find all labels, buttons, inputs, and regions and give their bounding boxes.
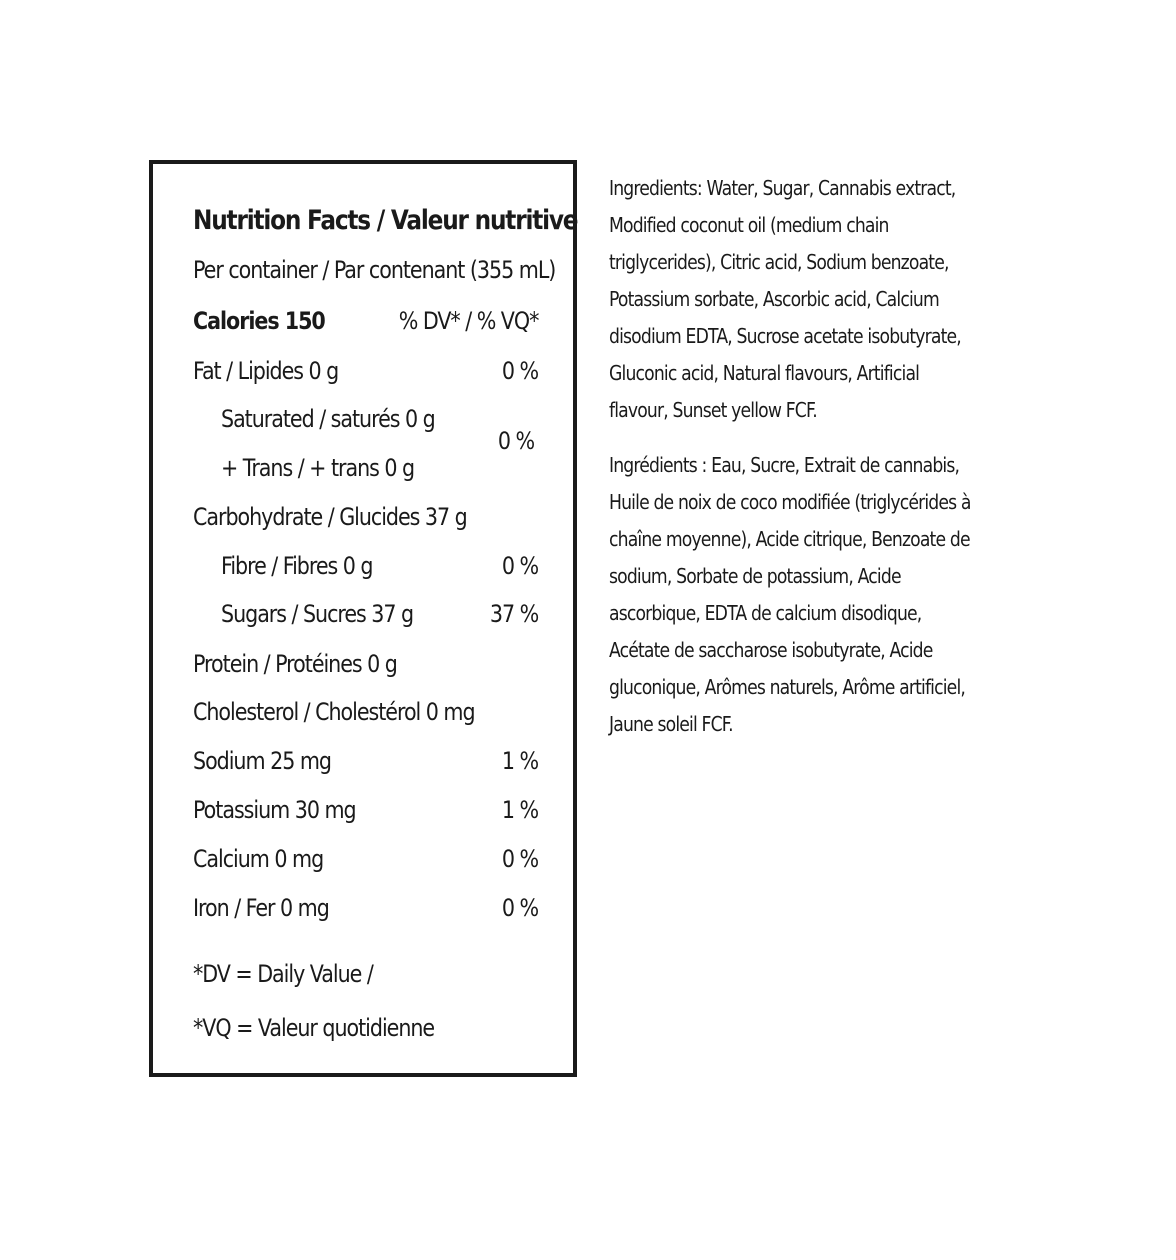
nutrient-label: Fat / Lipides 0 g — [193, 357, 339, 385]
ingredients-french: Ingrédients : Eau, Sucre, Extrait de cannabis, Huile de noix de coco modifiée (triglycérides à chaîne moyenne), Acide citrique, Benzoate de sodium, Sorbate de potassium, Acide ascorbique, EDTA de calcium disodique, Acétate de saccharose isobutyrate, Acide gluconique, Arômes naturels, Arôme artificiel, Jaune soleil FCF. — [609, 453, 971, 736]
calories-label: Calories 150 — [193, 307, 325, 335]
nutrient-row-calcium — [193, 842, 538, 876]
nutrient-row-fibre — [193, 549, 538, 583]
dv-header: % DV* / % VQ* — [398, 307, 538, 335]
nutrient-label: Potassium 30 mg — [193, 796, 356, 824]
nutrient-dv: 0 % — [501, 845, 538, 873]
nutrient-row-sugars — [193, 597, 538, 631]
nutrient-row-trans — [193, 451, 538, 485]
nutrient-row-potassium — [193, 793, 538, 827]
nutrient-label: Sodium 25 mg — [193, 747, 331, 775]
nutrient-label: Iron / Fer 0 mg — [193, 894, 329, 922]
nutrient-dv: 1 % — [501, 796, 538, 824]
serving-size: Per container / Par contenant (355 mL) — [193, 256, 556, 284]
nutrition-facts-panel — [149, 160, 577, 1077]
nutrient-row-carbohydrate — [193, 500, 538, 534]
nutrient-dv: 37 % — [489, 600, 538, 628]
nutrient-label: Cholesterol / Cholestérol 0 mg — [193, 698, 475, 726]
footnote-dv: *DV = Daily Value / — [193, 960, 373, 988]
nutrient-label: Calcium 0 mg — [193, 845, 324, 873]
calories-row — [193, 304, 538, 338]
nutrient-row-iron — [193, 891, 538, 925]
nutrition-title: Nutrition Facts / Valeur nutritive — [193, 205, 578, 236]
nutrient-label: Carbohydrate / Glucides 37 g — [193, 503, 467, 531]
nutrient-row-fat — [193, 354, 538, 388]
nutrient-dv: 1 % — [501, 747, 538, 775]
nutrient-row-saturated — [193, 402, 538, 436]
nutrient-row-sodium — [193, 744, 538, 778]
ingredients-block — [609, 170, 979, 743]
nutrient-label: Saturated / saturés 0 g — [221, 405, 435, 433]
nutrient-dv: 0 % — [501, 357, 538, 385]
ingredients-english: Ingredients: Water, Sugar, Cannabis extract, Modified coconut oil (medium chain triglycerides), Citric acid, Sodium benzoate, Potassium sorbate, Ascorbic acid, Calcium disodium EDTA, Sucrose acetate isobutyrate, Gluconic acid, Natural flavours, Artificial flavour, Sunset yellow FCF. — [609, 176, 961, 422]
saturated-trans-dv: 0 % — [497, 427, 534, 455]
footnote-vq: *VQ = Valeur quotidienne — [193, 1014, 435, 1042]
nutrient-row-cholesterol — [193, 695, 538, 729]
nutrient-row-protein — [193, 647, 538, 681]
nutrient-dv: 0 % — [501, 894, 538, 922]
nutrient-label: Sugars / Sucres 37 g — [221, 600, 414, 628]
nutrient-dv: 0 % — [501, 552, 538, 580]
nutrient-label: Protein / Protéines 0 g — [193, 650, 397, 678]
nutrient-label: + Trans / + trans 0 g — [221, 454, 415, 482]
nutrient-label: Fibre / Fibres 0 g — [221, 552, 373, 580]
